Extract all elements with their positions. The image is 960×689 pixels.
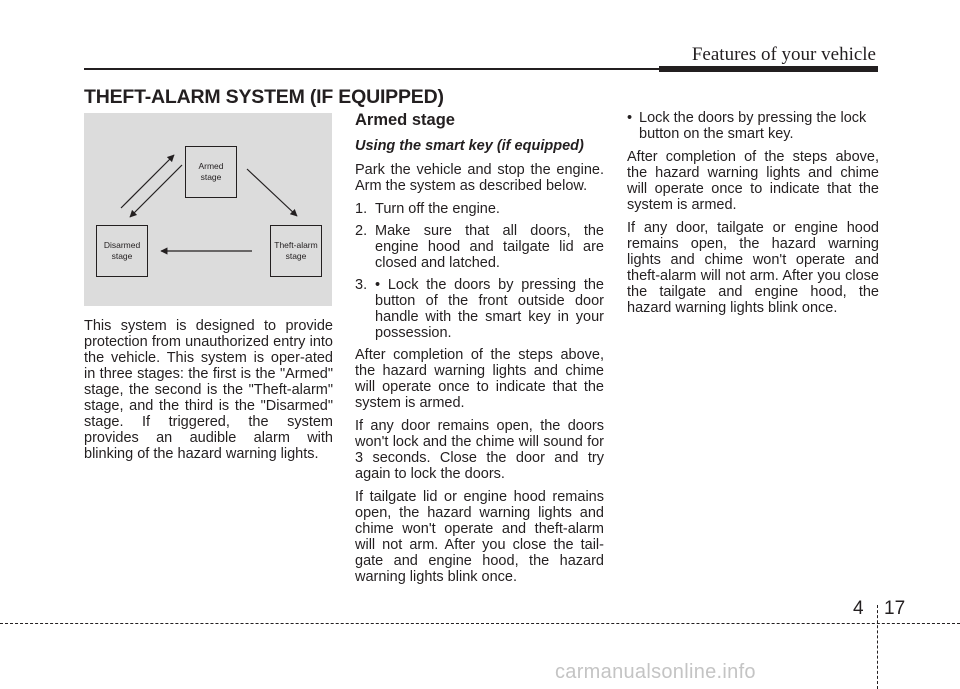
header-rule xyxy=(84,68,659,70)
chapter-number: 4 xyxy=(853,598,864,619)
bullet-item xyxy=(627,110,879,142)
armed-stage-label-1: Armed xyxy=(198,161,224,171)
diagram-arrows xyxy=(84,113,332,306)
theft-alarm-stage-box xyxy=(270,225,322,277)
step-text: • Lock the doors by pressing the button of the front outside door handle with the smart key in your possession. xyxy=(375,277,604,341)
armed-stage-label-2: stage xyxy=(200,172,222,182)
armed-paragraph-2: If any door remains open, the doors won't lock and the chime will sound for 3 seconds. Close the door and try again to lock the doors. xyxy=(355,418,604,482)
armed-stage-box xyxy=(185,146,237,198)
page-number: 17 xyxy=(884,598,906,619)
disarmed-stage-label-2: stage xyxy=(111,251,133,261)
armed-lead-paragraph: Park the vehicle and stop the engine. Arm the system as described below. xyxy=(355,162,604,194)
armed-stage-column xyxy=(355,110,604,592)
step-number: 3. xyxy=(355,277,368,293)
arrow-armed-to-theft xyxy=(247,169,297,216)
armed-paragraph-3: If tailgate lid or engine hood remains open, the hazard warning lights and chime won't operate and theft-alarm will not arm. After you close the tail-gate and engine hood, the hazard warning lights blink once. xyxy=(355,489,604,585)
step-text: Turn off the engine. xyxy=(375,201,500,217)
header-bar xyxy=(659,66,878,72)
smart-key-subheading: Using the smart key (if equipped) xyxy=(355,138,584,154)
theft-stage-label-2: stage xyxy=(285,251,307,261)
bullet-glyph: • xyxy=(627,110,633,126)
step-item xyxy=(355,277,604,341)
theft-stage-label-1: Theft-alarm xyxy=(274,240,318,250)
footer-rule xyxy=(0,623,960,624)
footer-divider xyxy=(877,605,878,689)
disarmed-stage-label-1: Disarmed xyxy=(103,240,141,250)
intro-column xyxy=(84,318,333,469)
armed-paragraph-1: After completion of the steps above, the hazard warning lights and chime will operate once to indicate that the system is armed. xyxy=(355,347,604,411)
right-paragraph-1: After completion of the steps above, the hazard warning lights and chime will operate once to indicate that the system is armed. xyxy=(627,149,879,213)
running-header: Features of your vehicle xyxy=(691,44,876,65)
step-number: 2. xyxy=(355,223,368,239)
section-title: THEFT-ALARM SYSTEM (IF EQUIPPED) xyxy=(84,86,444,108)
bullet-text: Lock the doors by pressing the lock button on the smart key. xyxy=(639,110,867,142)
step-item xyxy=(355,201,604,217)
disarmed-stage-box xyxy=(96,225,148,277)
alarm-stage-diagram xyxy=(84,113,332,306)
step-item xyxy=(355,223,604,271)
watermark: carmanualsonline.info xyxy=(555,661,756,683)
right-paragraph-2: If any door, tailgate or engine hood remains open, the hazard warning lights and chime won't operate and theft-alarm will not arm. After you close the tailgate and engine hood, the hazard warning lights blink once. xyxy=(627,220,879,316)
step-number: 1. xyxy=(355,201,368,217)
right-column xyxy=(627,110,879,323)
armed-stage-heading: Armed stage xyxy=(355,111,455,129)
intro-paragraph: This system is designed to provide protection from unauthorized entry into the vehicle. This system is oper-ated in three stages: the first is the "Armed" stage, the second is the "Theft-alarm" stage, and the third is the "Disarmed" stage. If triggered, the system provides an audible alarm with blinking of the hazard warning lights. xyxy=(84,318,333,462)
step-text: Make sure that all doors, the engine hood and tailgate lid are closed and latched. xyxy=(375,223,604,271)
